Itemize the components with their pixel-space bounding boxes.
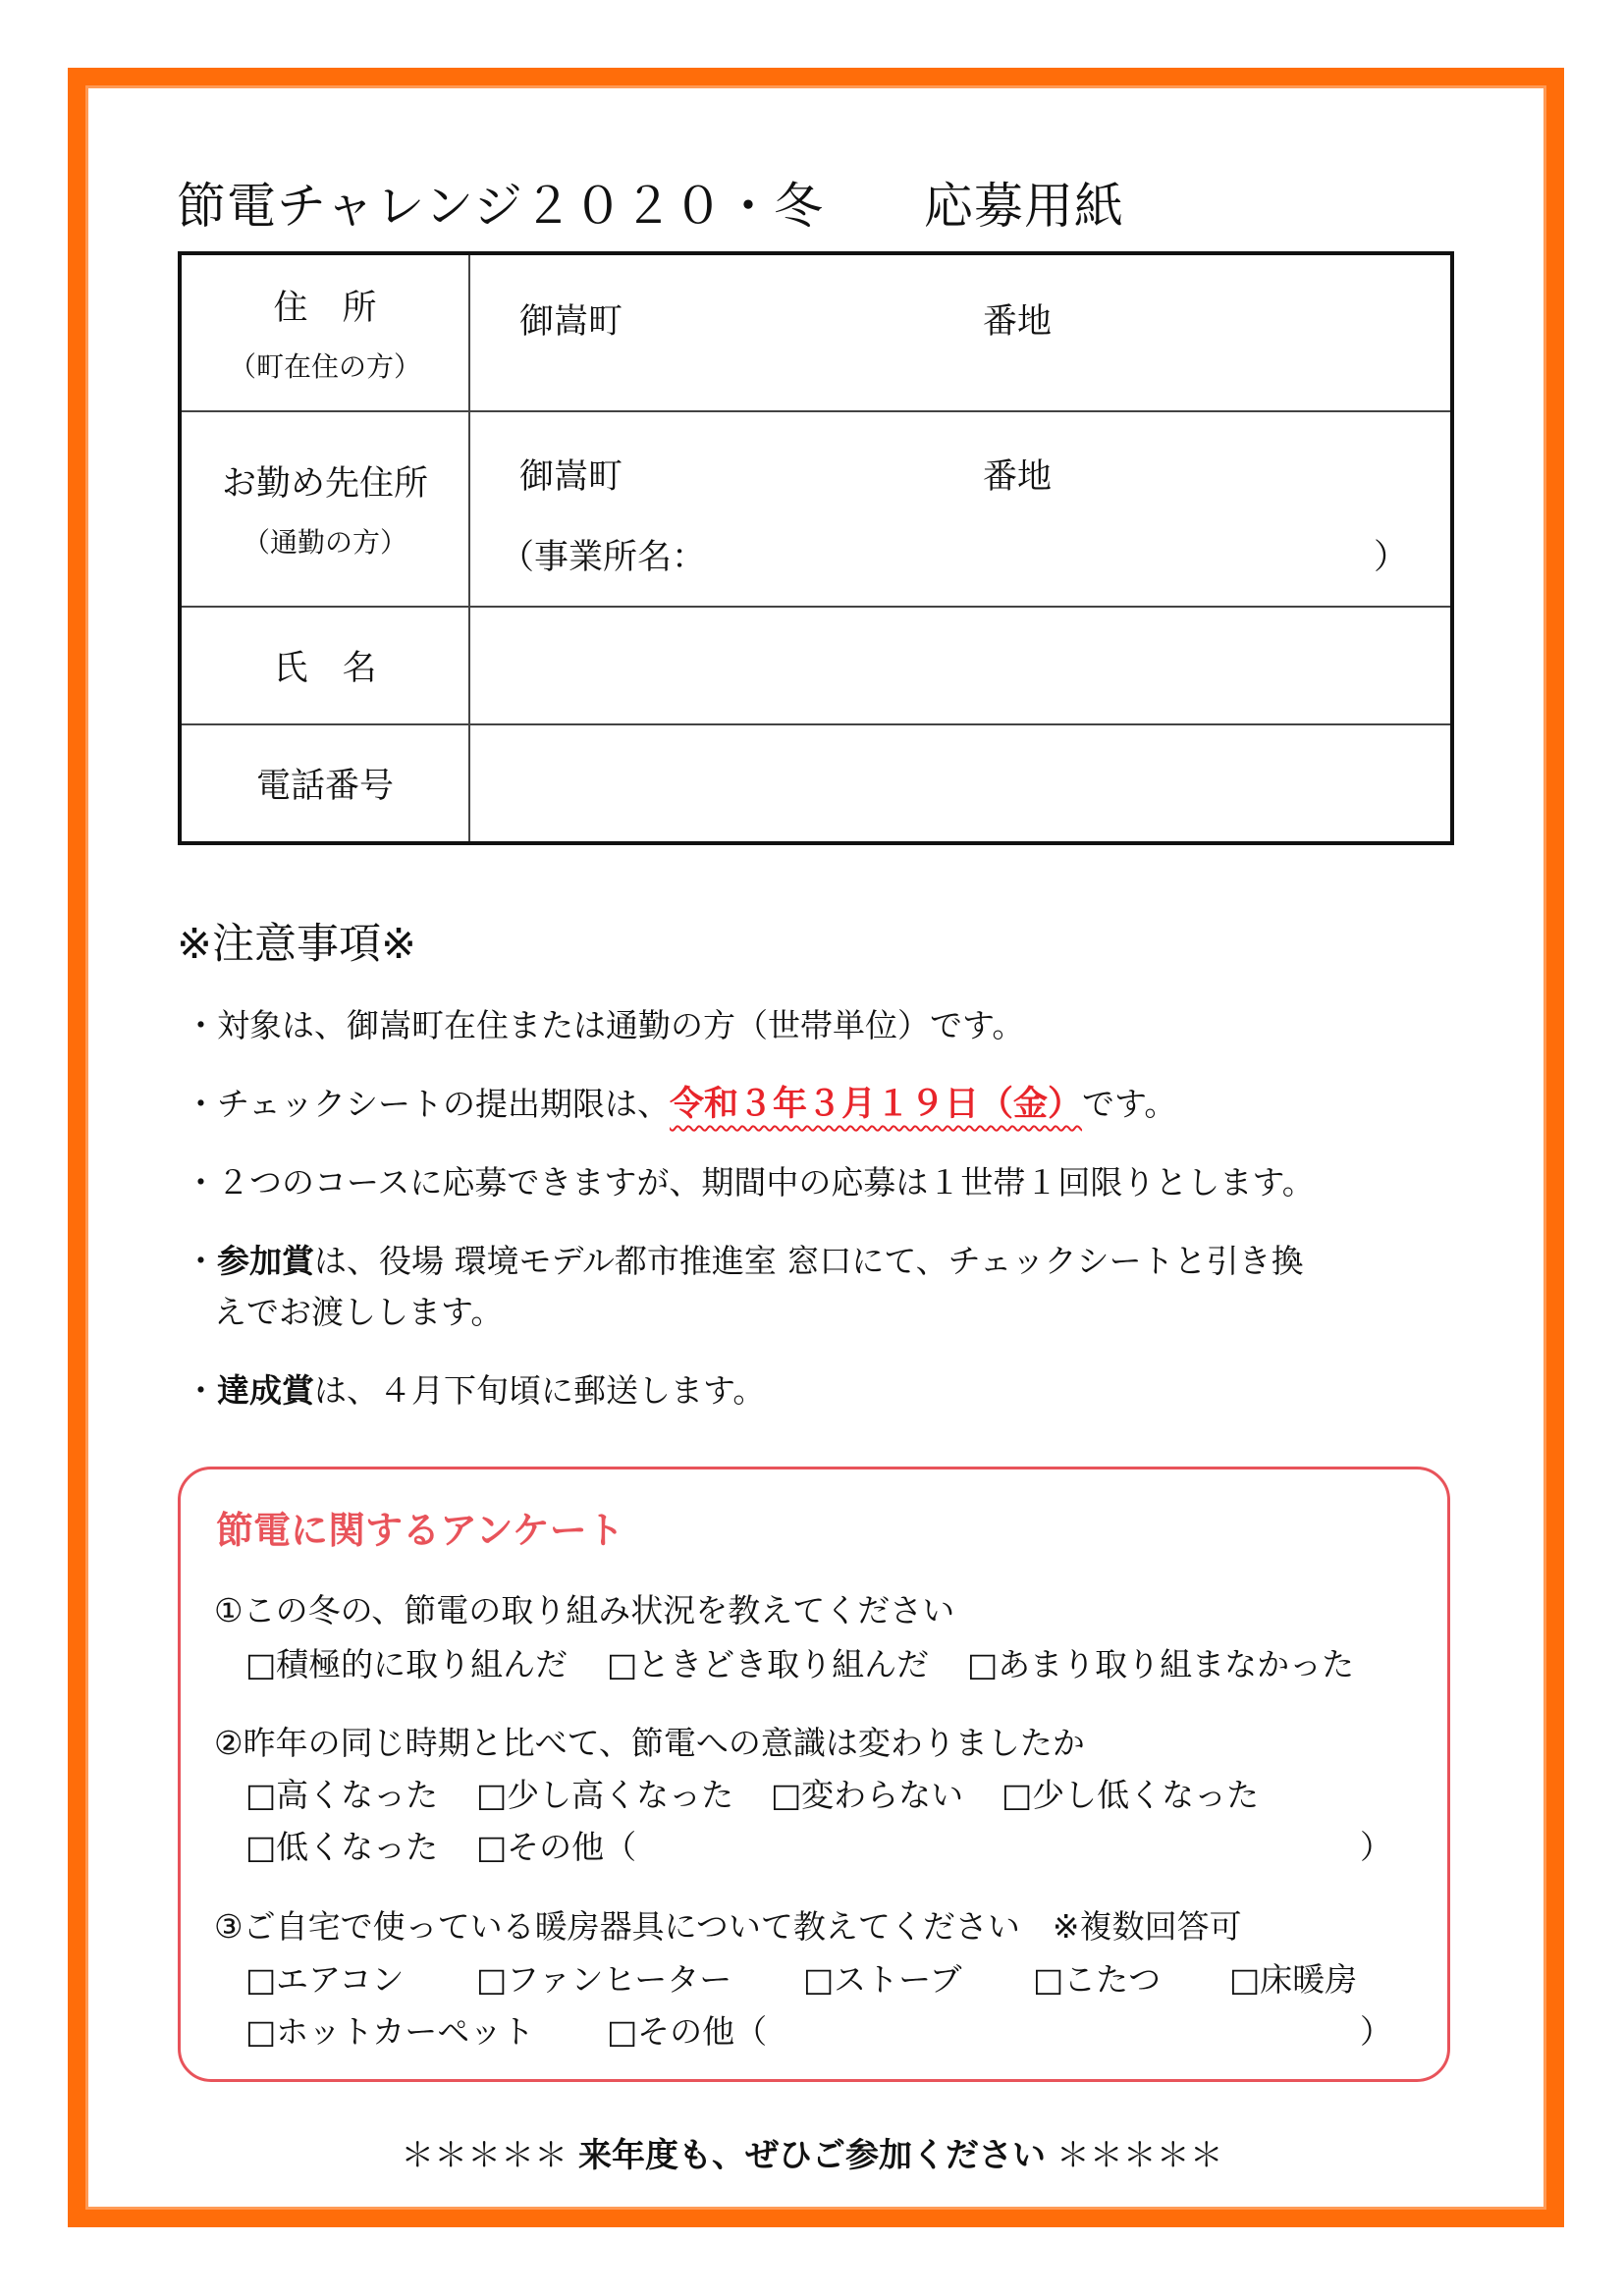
note-deadline-pre: ・チェックシートの提出期限は、 bbox=[185, 1085, 671, 1123]
note-participation-prize bbox=[185, 1235, 1304, 1288]
notes-heading: ※注意事項※ bbox=[177, 920, 417, 969]
footer-text: 来年度も、ぜひご参加ください bbox=[578, 2136, 1046, 2175]
application-form-table bbox=[178, 251, 1454, 845]
participation-prize-label: 参加賞 bbox=[217, 1242, 314, 1280]
footer-stars-left: ＊＊＊＊＊ bbox=[401, 2136, 568, 2175]
q2-option-higher[interactable]: □高くなった bbox=[245, 1776, 439, 1814]
phone-label: 電話番号 bbox=[255, 767, 394, 807]
q2-option-other[interactable]: □その他（ bbox=[476, 1828, 637, 1866]
workplace-sublabel: （通勤の方） bbox=[242, 526, 407, 560]
q3-option-fan-heater[interactable]: □ファンヒーター bbox=[476, 1960, 732, 1999]
survey-question-2: ②昨年の同じ時期と比べて、節電への意識は変わりましたか bbox=[214, 1724, 1085, 1762]
survey-question-1: ①この冬の、節電の取り組み状況を教えてください bbox=[214, 1591, 955, 1629]
name-label-cell bbox=[180, 607, 469, 725]
office-name-close: ） bbox=[1374, 537, 1409, 577]
q3-option-floor-heating[interactable]: □床暖房 bbox=[1229, 1960, 1358, 1999]
note-courses: ・２つのコースに応募できますが、期間中の応募は１世帯１回限りとします。 bbox=[185, 1163, 1315, 1201]
workplace-input-cell[interactable] bbox=[469, 411, 1452, 607]
deadline-date: 令和３年３月１９日（金） bbox=[670, 1085, 1083, 1124]
note-target: ・対象は、御嵩町在住または通勤の方（世帯単位）です。 bbox=[185, 1006, 1025, 1044]
address-banchi: 番地 bbox=[983, 302, 1053, 342]
q1-option-active[interactable]: □積極的に取り組んだ bbox=[245, 1645, 568, 1683]
q3-option-kotatsu[interactable]: □こたつ bbox=[1033, 1960, 1162, 1999]
workplace-row bbox=[180, 411, 1452, 607]
q3-option-hot-carpet[interactable]: □ホットカーペット bbox=[245, 2012, 535, 2051]
name-label: 氏 名 bbox=[273, 649, 377, 689]
workplace-label: お勤め先住所 bbox=[221, 464, 428, 505]
footer-message bbox=[0, 2128, 1624, 2176]
note-achievement-prize bbox=[185, 1364, 765, 1417]
survey-question-3: ③ご自宅で使っている暖房器具について教えてください ※複数回答可 bbox=[214, 1907, 1242, 1946]
phone-label-cell bbox=[180, 724, 469, 843]
survey-title: 節電に関するアンケート bbox=[216, 1509, 624, 1552]
note-deadline bbox=[185, 1078, 1176, 1131]
q2-option-slightly-higher[interactable]: □少し高くなった bbox=[476, 1776, 734, 1814]
q3-option-other[interactable]: □その他（ bbox=[607, 2012, 768, 2051]
q3-other-close: ） bbox=[1360, 2012, 1392, 2051]
name-input-cell[interactable] bbox=[469, 607, 1452, 725]
achievement-prize-label: 達成賞 bbox=[217, 1371, 314, 1410]
workplace-town: 御嵩町 bbox=[519, 456, 623, 497]
name-row bbox=[180, 607, 1452, 725]
address-label-cell bbox=[180, 253, 469, 411]
note-participation-prize-cont: えでお渡しします。 bbox=[214, 1293, 504, 1331]
note-deadline-post: です。 bbox=[1082, 1085, 1177, 1123]
office-name-open: （事業所名： bbox=[500, 537, 707, 577]
address-label: 住 所 bbox=[273, 288, 377, 328]
phone-input-cell[interactable] bbox=[469, 724, 1452, 843]
q2-option-lower[interactable]: □低くなった bbox=[245, 1828, 439, 1866]
q2-option-slightly-lower[interactable]: □少し低くなった bbox=[1001, 1776, 1260, 1814]
q1-option-rarely[interactable]: □あまり取り組まなかった bbox=[967, 1645, 1355, 1683]
q2-other-close: ） bbox=[1360, 1828, 1392, 1866]
q1-option-sometimes[interactable]: □ときどき取り組んだ bbox=[607, 1645, 930, 1683]
address-town: 御嵩町 bbox=[519, 302, 623, 342]
address-sublabel: （町在住の方） bbox=[228, 349, 421, 383]
form-title: 節電チャレンジ２０２０・冬 応募用紙 bbox=[177, 178, 1124, 235]
note-bullet: ・ bbox=[185, 1242, 217, 1280]
q3-option-aircon[interactable]: □エアコン bbox=[245, 1960, 405, 1999]
achievement-prize-text: は、４月下旬頃に郵送します。 bbox=[314, 1371, 766, 1410]
q2-option-unchanged[interactable]: □変わらない bbox=[771, 1776, 964, 1814]
workplace-banchi: 番地 bbox=[983, 456, 1053, 497]
participation-prize-text: は、役場 環境モデル都市推進室 窓口にて、チェックシートと引き換 bbox=[314, 1242, 1304, 1280]
q3-option-stove[interactable]: □ストーブ bbox=[803, 1960, 962, 1999]
address-row bbox=[180, 253, 1452, 411]
footer-stars-right: ＊＊＊＊＊ bbox=[1056, 2136, 1223, 2175]
workplace-label-cell bbox=[180, 411, 469, 607]
address-input-cell[interactable] bbox=[469, 253, 1452, 411]
note-bullet: ・ bbox=[185, 1371, 217, 1410]
phone-row bbox=[180, 724, 1452, 843]
